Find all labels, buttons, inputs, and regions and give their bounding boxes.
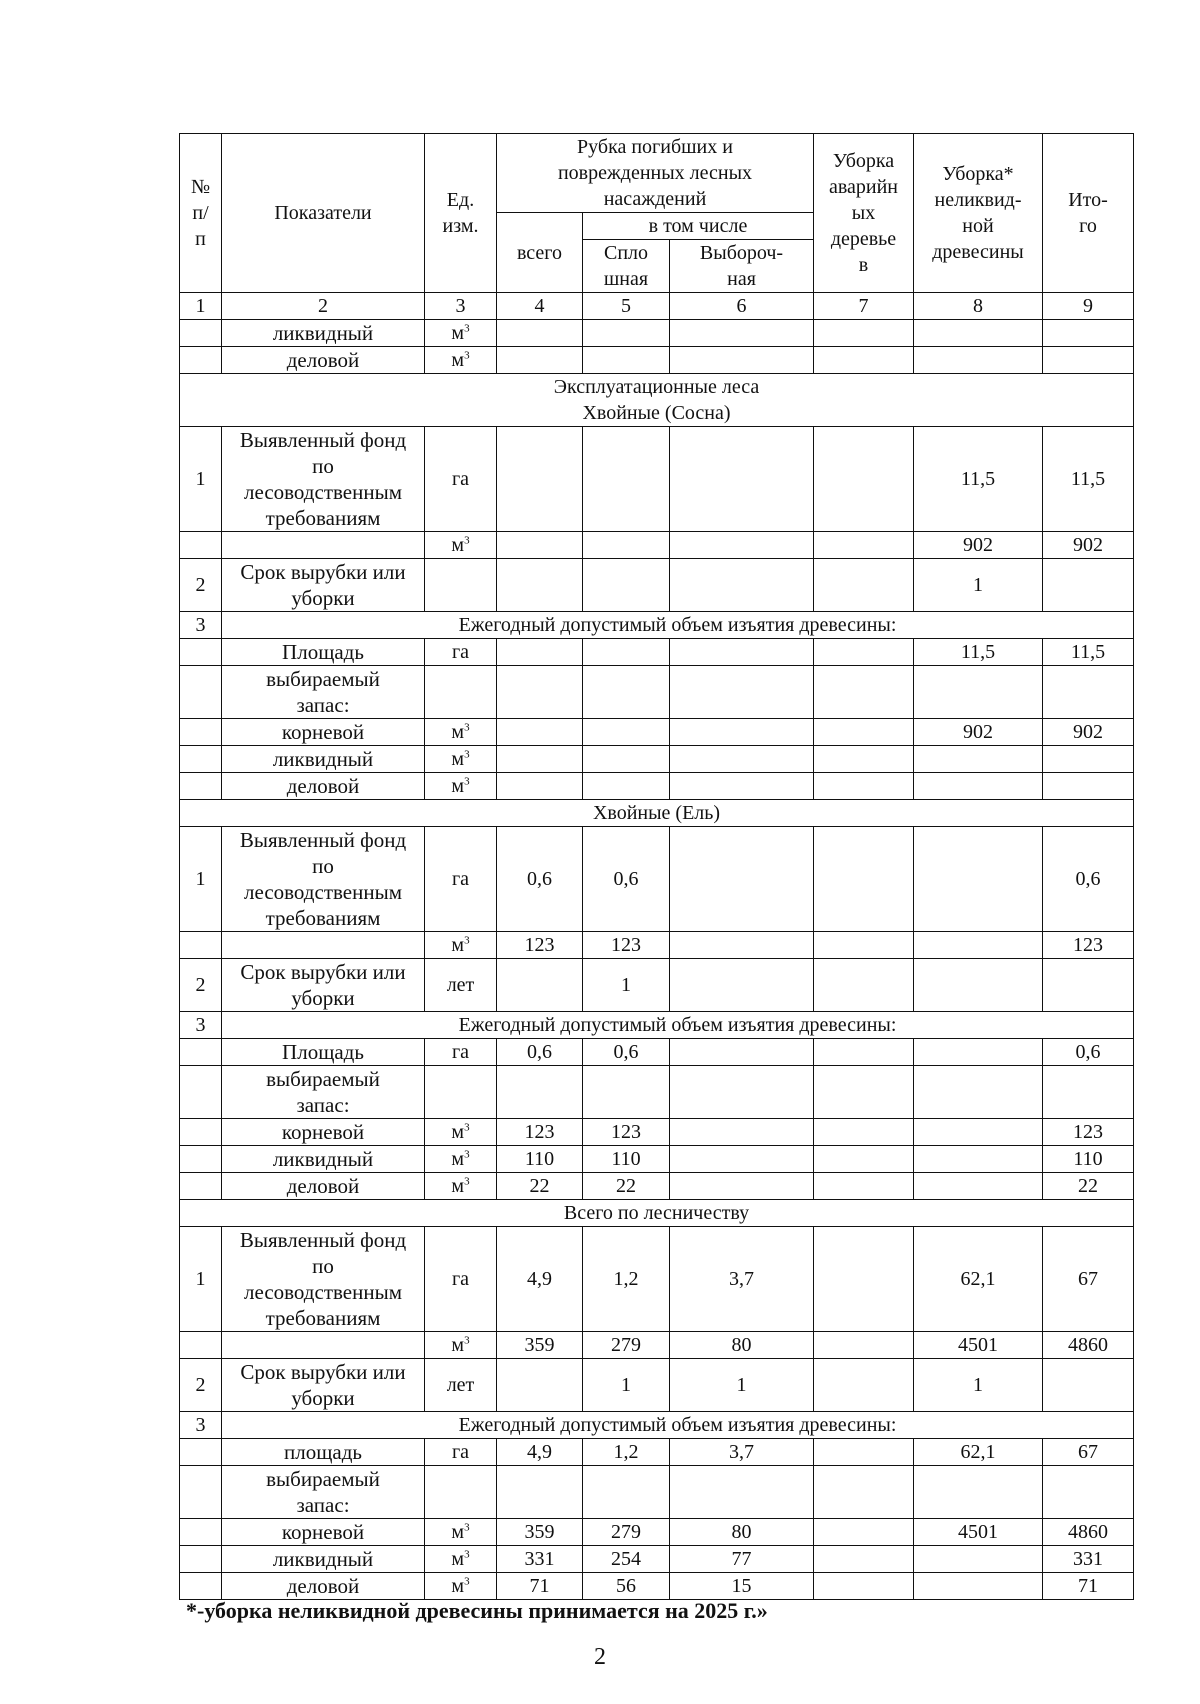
table-row (180, 1119, 1134, 1146)
value-cell: 331 (1043, 1546, 1134, 1573)
row-label: Площадь (222, 1039, 425, 1066)
table-row (180, 320, 1134, 347)
section-title-total: Всего по лесничеству (180, 1200, 1134, 1227)
table-row (180, 1227, 1134, 1332)
value-cell: 0,6 (497, 1039, 583, 1066)
unit-cell: га (425, 827, 497, 932)
value-cell: 11,5 (914, 639, 1043, 666)
row-number: 2 (180, 559, 222, 612)
unit-cell: $м^3$ (425, 1519, 497, 1546)
table-row (180, 639, 1134, 666)
value-cell: 22 (583, 1173, 670, 1200)
value-cell: 11,5 (1043, 427, 1134, 532)
table-row (180, 746, 1134, 773)
row-label: деловой (222, 1573, 425, 1600)
row-label: Выявленный фонд по лесоводственным требованиям (222, 1227, 425, 1332)
value-cell: 123 (1043, 932, 1134, 959)
unit-cell: $м^3$ (425, 1173, 497, 1200)
value-cell: 279 (583, 1519, 670, 1546)
column-numbers-row (180, 293, 1134, 320)
value-cell: 1 (583, 1359, 670, 1412)
unit-cell: $м^3$ (425, 932, 497, 959)
value-cell: 67 (1043, 1439, 1134, 1466)
unit-cell: $м^3$ (425, 347, 497, 374)
unit-cell: га (425, 1439, 497, 1466)
unit-cell: $м^3$ (425, 532, 497, 559)
value-cell: 4,9 (497, 1439, 583, 1466)
colnum-2: 2 (222, 293, 425, 320)
table-row (180, 1412, 1134, 1439)
value-cell: 902 (914, 719, 1043, 746)
value-cell: 77 (670, 1546, 814, 1573)
value-cell: 71 (497, 1573, 583, 1600)
header-selective: Выбороч- ная (670, 240, 814, 293)
unit-cell: $м^3$ (425, 1332, 497, 1359)
section-row (180, 1200, 1134, 1227)
value-cell: 4860 (1043, 1332, 1134, 1359)
section-title-exploit: Эксплуатационные леса Хвойные (Сосна) (180, 374, 1134, 427)
value-cell: 1 (914, 559, 1043, 612)
value-cell: 62,1 (914, 1439, 1043, 1466)
row-number: 2 (180, 1359, 222, 1412)
colnum-4: 4 (497, 293, 583, 320)
header-including: в том числе (583, 213, 814, 240)
value-cell: 110 (583, 1146, 670, 1173)
value-cell: 902 (1043, 719, 1134, 746)
value-cell: 1 (583, 959, 670, 1012)
value-cell: 4501 (914, 1519, 1043, 1546)
row-label: площадь (222, 1439, 425, 1466)
value-cell: 359 (497, 1519, 583, 1546)
value-cell: 123 (497, 1119, 583, 1146)
value-cell: 110 (1043, 1146, 1134, 1173)
section-row (180, 374, 1134, 427)
colnum-5: 5 (583, 293, 670, 320)
value-cell: 359 (497, 1332, 583, 1359)
unit-cell: $м^3$ (425, 1573, 497, 1600)
value-cell: 123 (497, 932, 583, 959)
value-cell: 331 (497, 1546, 583, 1573)
value-cell: 3,7 (670, 1439, 814, 1466)
row-label: выбираемый запас: (222, 1466, 425, 1519)
row-label: ликвидный (222, 1146, 425, 1173)
value-cell: 1,2 (583, 1439, 670, 1466)
table-row (180, 427, 1134, 532)
row-label: Выявленный фонд по лесоводственным требованиям (222, 427, 425, 532)
row-label: ликвидный (222, 320, 425, 347)
value-cell: 22 (1043, 1173, 1134, 1200)
header-clear: Спло шная (583, 240, 670, 293)
value-cell: 0,6 (497, 827, 583, 932)
header-indicators: Показатели (222, 134, 425, 293)
unit-cell: лет (425, 1359, 497, 1412)
unit-cell: $м^3$ (425, 773, 497, 800)
row-number: 3 (180, 1012, 222, 1039)
value-cell: 0,6 (1043, 1039, 1134, 1066)
unit-cell: га (425, 427, 497, 532)
annual-heading: Ежегодный допустимый объем изъятия древесины: (222, 1012, 1134, 1039)
forestry-table (179, 133, 1134, 1600)
value-cell: 22 (497, 1173, 583, 1200)
section-title-spruce: Хвойные (Ель) (180, 800, 1134, 827)
value-cell: 4860 (1043, 1519, 1134, 1546)
value-cell: 4,9 (497, 1227, 583, 1332)
unit-cell: $м^3$ (425, 1546, 497, 1573)
header-total: всего (497, 213, 583, 293)
colnum-1: 1 (180, 293, 222, 320)
row-label: Срок вырубки или уборки (222, 559, 425, 612)
value-cell: 67 (1043, 1227, 1134, 1332)
value-cell: 123 (1043, 1119, 1134, 1146)
value-cell: 15 (670, 1573, 814, 1600)
table-row (180, 1573, 1134, 1600)
unit-cell: га (425, 639, 497, 666)
section-row (180, 800, 1134, 827)
table-row (180, 1546, 1134, 1573)
table-row (180, 1519, 1134, 1546)
table-row (180, 347, 1134, 374)
row-label: выбираемый запас: (222, 666, 425, 719)
unit-cell: $м^3$ (425, 719, 497, 746)
table-row (180, 719, 1134, 746)
value-cell: 0,6 (583, 827, 670, 932)
table-row (180, 1466, 1134, 1519)
header-unit: Ед. изм. (425, 134, 497, 293)
value-cell: 3,7 (670, 1227, 814, 1332)
row-label: корневой (222, 1119, 425, 1146)
row-number: 1 (180, 827, 222, 932)
value-cell: 1,2 (583, 1227, 670, 1332)
row-label: деловой (222, 773, 425, 800)
header-itogo: Ито- го (1043, 134, 1134, 293)
value-cell: 4501 (914, 1332, 1043, 1359)
table-row (180, 1012, 1134, 1039)
row-label: Площадь (222, 639, 425, 666)
table-row (180, 1039, 1134, 1066)
row-label: ликвидный (222, 1546, 425, 1573)
row-number: 1 (180, 1227, 222, 1332)
unit-cell: га (425, 1227, 497, 1332)
value-cell: 254 (583, 1546, 670, 1573)
table-row (180, 612, 1134, 639)
value-cell: 56 (583, 1573, 670, 1600)
table-row (180, 1146, 1134, 1173)
page-number: 2 (594, 1644, 606, 1670)
row-label: выбираемый запас: (222, 1066, 425, 1119)
table-row (180, 932, 1134, 959)
row-label: деловой (222, 347, 425, 374)
header-felling: Рубка погибших и поврежденных лесных насаждений (497, 134, 814, 213)
value-cell: 1 (914, 1359, 1043, 1412)
annual-heading: Ежегодный допустимый объем изъятия древесины: (222, 1412, 1134, 1439)
value-cell: 0,6 (1043, 827, 1134, 932)
value-cell: 80 (670, 1519, 814, 1546)
unit-cell: $м^3$ (425, 1146, 497, 1173)
unit-cell: га (425, 1039, 497, 1066)
row-label: Выявленный фонд по лесоводственным требованиям (222, 827, 425, 932)
header-num: № п/ п (180, 134, 222, 293)
value-cell: 902 (1043, 532, 1134, 559)
value-cell: 123 (583, 1119, 670, 1146)
value-cell: 279 (583, 1332, 670, 1359)
annual-heading: Ежегодный допустимый объем изъятия древесины: (222, 612, 1134, 639)
table-row (180, 827, 1134, 932)
row-label: Срок вырубки или уборки (222, 959, 425, 1012)
value-cell: 80 (670, 1332, 814, 1359)
unit-cell: $м^3$ (425, 746, 497, 773)
value-cell: 62,1 (914, 1227, 1043, 1332)
table-row (180, 1359, 1134, 1412)
row-number: 3 (180, 612, 222, 639)
table-row (180, 1066, 1134, 1119)
header-emergency: Уборка аварийн ых деревье в (814, 134, 914, 293)
table-row (180, 773, 1134, 800)
value-cell: 902 (914, 532, 1043, 559)
table-row (180, 666, 1134, 719)
row-label: корневой (222, 719, 425, 746)
row-label: ликвидный (222, 746, 425, 773)
colnum-3: 3 (425, 293, 497, 320)
value-cell: 110 (497, 1146, 583, 1173)
colnum-8: 8 (914, 293, 1043, 320)
table-row (180, 1439, 1134, 1466)
unit-cell: $м^3$ (425, 320, 497, 347)
value-cell: 123 (583, 932, 670, 959)
row-label: Срок вырубки или уборки (222, 1359, 425, 1412)
table-row (180, 1173, 1134, 1200)
colnum-6: 6 (670, 293, 814, 320)
colnum-7: 7 (814, 293, 914, 320)
table-row (180, 532, 1134, 559)
colnum-9: 9 (1043, 293, 1134, 320)
header-nonliquid: Уборка* неликвид- ной древесины (914, 134, 1043, 293)
row-number: 2 (180, 959, 222, 1012)
row-label: корневой (222, 1519, 425, 1546)
table-row (180, 559, 1134, 612)
row-label: деловой (222, 1173, 425, 1200)
row-number: 1 (180, 427, 222, 532)
value-cell: 0,6 (583, 1039, 670, 1066)
value-cell: 71 (1043, 1573, 1134, 1600)
table-row (180, 959, 1134, 1012)
row-number: 3 (180, 1412, 222, 1439)
value-cell: 11,5 (1043, 639, 1134, 666)
table-row (180, 1332, 1134, 1359)
value-cell: 11,5 (914, 427, 1043, 532)
unit-cell: $м^3$ (425, 1119, 497, 1146)
footnote: *-уборка неликвидной древесины принимается на 2025 г.» (186, 1598, 768, 1623)
unit-cell: лет (425, 959, 497, 1012)
value-cell: 1 (670, 1359, 814, 1412)
